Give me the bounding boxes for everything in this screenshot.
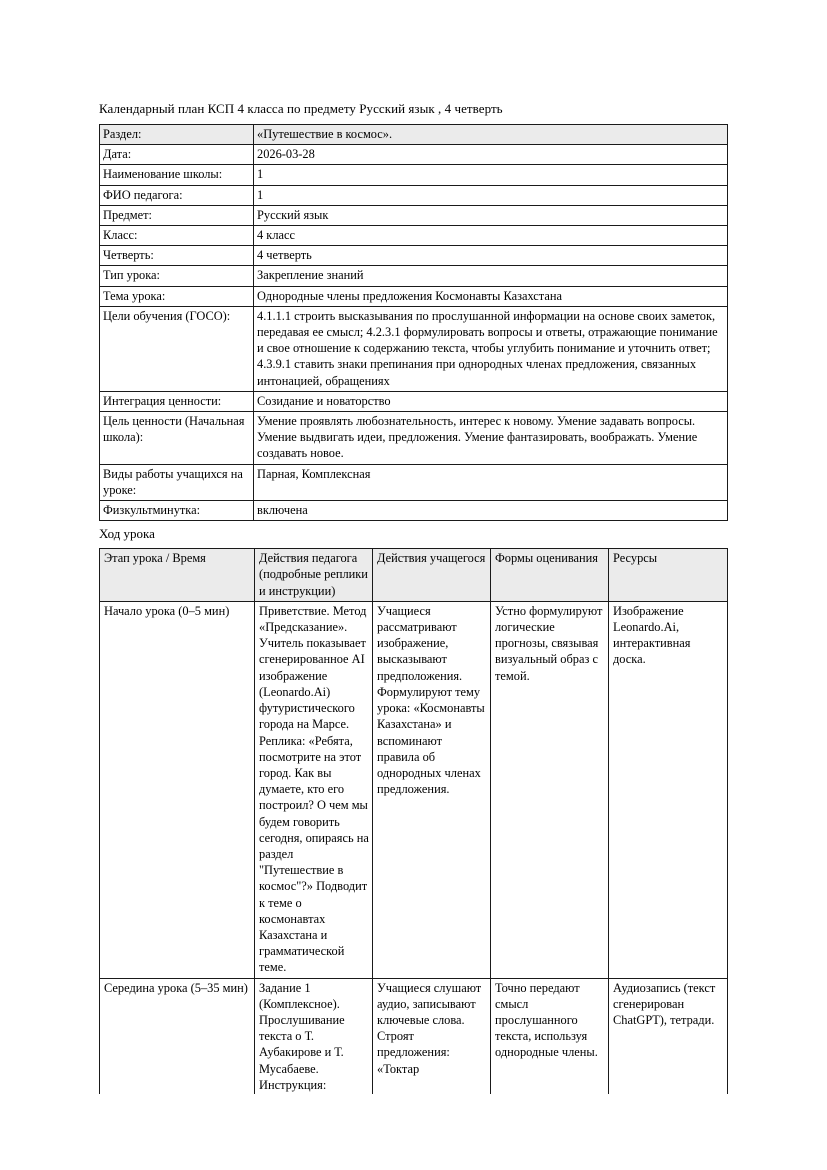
table-row	[100, 501, 728, 521]
table-row	[100, 464, 728, 500]
table-row	[100, 125, 728, 145]
table-row	[100, 205, 728, 225]
info-label-cell: Дата:	[100, 145, 254, 165]
info-label-cell: Предмет:	[100, 205, 254, 225]
info-value-cell: «Путешествие в космос».	[254, 125, 728, 145]
table-row	[100, 145, 728, 165]
info-label-cell: Тип урока:	[100, 266, 254, 286]
table-row	[100, 246, 728, 266]
column-header-student-actions: Действия учащегося	[373, 549, 491, 602]
table-row	[100, 978, 728, 1095]
column-header-resources: Ресурсы	[609, 549, 728, 602]
table-row	[100, 286, 728, 306]
table-row	[100, 226, 728, 246]
teacher-actions-cell: Задание 1 (Комплексное). Прослушивание текста о Т. Аубакирове и Т. Мусабаеве. Инструкция:	[255, 978, 373, 1095]
table-row	[100, 266, 728, 286]
lesson-info-body	[100, 125, 728, 521]
lesson-flow-heading: Ход урока	[99, 526, 155, 542]
table-row	[100, 306, 728, 391]
info-label-cell: ФИО педагога:	[100, 185, 254, 205]
stage-cell: Начало урока (0–5 мин)	[100, 601, 255, 978]
column-header-teacher-actions: Действия педагога (подробные реплики и инструкции)	[255, 549, 373, 602]
table-row	[100, 165, 728, 185]
info-label-cell: Виды работы учащихся на уроке:	[100, 464, 254, 500]
assessment-cell: Точно передают смысл прослушанного текста, используя однородные члены.	[491, 978, 609, 1095]
column-header-stage: Этап урока / Время	[100, 549, 255, 602]
info-label-cell: Раздел:	[100, 125, 254, 145]
table-header-row	[100, 549, 728, 602]
info-value-cell: 1	[254, 185, 728, 205]
info-value-cell: 2026-03-28	[254, 145, 728, 165]
table-row	[100, 185, 728, 205]
page-bottom-margin	[0, 1094, 827, 1170]
info-value-cell: Созидание и новаторство	[254, 391, 728, 411]
info-label-cell: Цель ценности (Начальная школа):	[100, 412, 254, 465]
info-value-cell: Закрепление знаний	[254, 266, 728, 286]
info-value-cell: 4.1.1.1 строить высказывания по прослушанной информации на основе своих заметок, передавая ее смысл; 4.2.3.1 формулировать вопросы и ответы, отражающие понимание и свое отношение к содержанию текста, чтобы углубить понимание и уточнить ответ; 4.3.9.1 ставить знаки препинания при однородных членах предложения, связанных интонацией, обращениях	[254, 306, 728, 391]
lesson-flow-table	[99, 548, 728, 1096]
info-label-cell: Четверть:	[100, 246, 254, 266]
document-content	[99, 100, 727, 1096]
assessment-cell: Устно формулируют логические прогнозы, связывая визуальный образ с темой.	[491, 601, 609, 978]
info-label-cell: Физкультминутка:	[100, 501, 254, 521]
resources-cell: Изображение Leonardo.Ai, интерактивная доска.	[609, 601, 728, 978]
table-row	[100, 391, 728, 411]
stage-cell: Середина урока (5–35 мин)	[100, 978, 255, 1095]
lesson-flow-body	[100, 549, 728, 1096]
teacher-actions-cell: Приветствие. Метод «Предсказание». Учитель показывает сгенерированное AI изображение (Leonardo.Ai) футуристического города на Марсе. Реплика: «Ребята, посмотрите на этот город. Как вы думаете, кто его построил? О чем мы будем говорить сегодня, опираясь на раздел "Путешествие в космос"?» Подводит к теме о космонавтах Казахстана и грамматической теме.	[255, 601, 373, 978]
table-row	[100, 601, 728, 978]
table-row	[100, 412, 728, 465]
student-actions-cell: Учащиеся рассматривают изображение, высказывают предположения. Формулируют тему урока: «Космонавты Казахстана» и вспоминают правила об однородных членах предложения.	[373, 601, 491, 978]
info-value-cell: 4 класс	[254, 226, 728, 246]
info-label-cell: Класс:	[100, 226, 254, 246]
info-value-cell: включена	[254, 501, 728, 521]
info-label-cell: Тема урока:	[100, 286, 254, 306]
info-value-cell: Парная, Комплексная	[254, 464, 728, 500]
info-value-cell: Русский язык	[254, 205, 728, 225]
resources-cell: Аудиозапись (текст сгенерирован ChatGPT), тетради.	[609, 978, 728, 1095]
info-value-cell: 1	[254, 165, 728, 185]
lesson-info-table	[99, 124, 728, 521]
info-label-cell: Интеграция ценности:	[100, 391, 254, 411]
page-title: Календарный план КСП 4 класса по предмету Русский язык , 4 четверть	[99, 101, 503, 116]
student-actions-cell: Учащиеся слушают аудио, записывают ключевые слова. Строят предложения: «Токтар	[373, 978, 491, 1095]
column-header-assessment-forms: Формы оценивания	[491, 549, 609, 602]
info-value-cell: 4 четверть	[254, 246, 728, 266]
info-value-cell: Умение проявлять любознательность, интерес к новому. Умение задавать вопросы. Умение выдвигать идеи, предложения. Умение фантазировать, воображать. Умение создавать новое.	[254, 412, 728, 465]
info-value-cell: Однородные члены предложения Космонавты Казахстана	[254, 286, 728, 306]
info-label-cell: Цели обучения (ГОСО):	[100, 306, 254, 391]
info-label-cell: Наименование школы:	[100, 165, 254, 185]
